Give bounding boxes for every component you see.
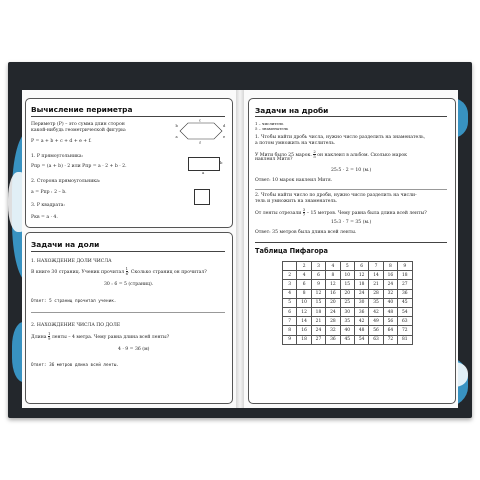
table-cell: 54 bbox=[354, 335, 368, 344]
table-cell: 18 bbox=[354, 280, 368, 289]
table-cell: 32 bbox=[326, 326, 340, 335]
table-cell: 36 bbox=[326, 335, 340, 344]
fraction: $\frac{1}{9}$ bbox=[47, 331, 51, 341]
parts-task2-title: 2. НАХОЖДЕНИЕ ЧИСЛА ПО ДОЛЕ bbox=[31, 323, 121, 328]
table-cell: 25 bbox=[340, 298, 354, 307]
table-cell: 10 bbox=[340, 271, 354, 280]
perimeter-formula: P = a + b + c + d + e + f. bbox=[31, 139, 92, 144]
table-cell: 40 bbox=[383, 298, 397, 307]
perimeter-definition-line1: Периметр (Р) – это сумма длин сторон bbox=[31, 122, 125, 127]
table-cell: 21 bbox=[311, 317, 325, 326]
table-cell: 10 bbox=[297, 298, 311, 307]
left-page bbox=[22, 90, 236, 408]
rectangle-figure bbox=[188, 157, 223, 171]
numerator-label: 1 – числитель bbox=[255, 121, 284, 126]
table-header-cell: 5 bbox=[340, 262, 354, 271]
table-row bbox=[283, 289, 413, 298]
fractions-rule2-line2: тель и умножить на знаменатель. bbox=[255, 199, 338, 204]
divider bbox=[255, 189, 447, 190]
table-cell: 36 bbox=[398, 289, 412, 298]
table-cell: 21 bbox=[369, 280, 383, 289]
table-cell: 18 bbox=[398, 271, 412, 280]
table-header-cell: 3 bbox=[311, 262, 325, 271]
label-a: a bbox=[175, 135, 178, 139]
fractions-card bbox=[248, 98, 456, 404]
table-cell: 24 bbox=[354, 289, 368, 298]
table-cell: 8 bbox=[297, 289, 311, 298]
table-cell: 36 bbox=[354, 307, 368, 316]
divider bbox=[255, 116, 447, 117]
table-cell: 15 bbox=[340, 280, 354, 289]
table-cell: 18 bbox=[311, 307, 325, 316]
rectangle-perimeter-title: 1. Р прямоугольника: bbox=[31, 154, 84, 159]
table-cell: 15 bbox=[311, 298, 325, 307]
table-row bbox=[283, 271, 413, 280]
table-header-cell: 2 bbox=[283, 271, 297, 280]
fraction: $\frac{2}{5}$ bbox=[313, 149, 316, 159]
label-b: b bbox=[175, 124, 178, 128]
table-cell: 45 bbox=[340, 335, 354, 344]
table-header-cell: 8 bbox=[383, 262, 397, 271]
table-header-cell: 2 bbox=[297, 262, 311, 271]
table-header-cell: 9 bbox=[398, 262, 412, 271]
table-cell: 56 bbox=[369, 326, 383, 335]
table-cell: 24 bbox=[383, 280, 397, 289]
divider bbox=[31, 312, 225, 313]
table-cell: 20 bbox=[340, 289, 354, 298]
square-perimeter-title: 3. Р квадрата: bbox=[31, 203, 65, 208]
table-cell: 14 bbox=[297, 317, 311, 326]
table-cell: 4 bbox=[297, 271, 311, 280]
table-cell: 6 bbox=[297, 280, 311, 289]
parts-task2-calc: 4 · 9 = 36 (м) bbox=[118, 347, 150, 352]
parts-task1-calc: 30 : 6 = 5 (страниц). bbox=[104, 282, 154, 287]
rectangle-side-title: 2. Сторона прямоугольника: bbox=[31, 179, 101, 184]
table-row bbox=[283, 317, 413, 326]
table-cell: 40 bbox=[340, 326, 354, 335]
perimeter-title: Вычисление периметра bbox=[31, 105, 133, 114]
table-header-row bbox=[283, 262, 413, 271]
table-cell: 24 bbox=[311, 326, 325, 335]
denominator-label: 5 – знаменатель bbox=[255, 126, 289, 131]
table-cell: 63 bbox=[398, 317, 412, 326]
label-c: c bbox=[198, 118, 202, 123]
table-header-cell: 7 bbox=[369, 262, 383, 271]
divider bbox=[255, 242, 447, 243]
table-cell: 9 bbox=[311, 280, 325, 289]
table-cell: 20 bbox=[326, 298, 340, 307]
table-header-cell: 5 bbox=[283, 298, 297, 307]
fractions-title: Задачи на дроби bbox=[255, 106, 329, 115]
table-row bbox=[283, 307, 413, 316]
table-cell: 63 bbox=[369, 335, 383, 344]
parts-task1-text: В книге 30 страниц. Ученик прочитал $\frac{1}{6}$ . Сколько страниц он прочитал? bbox=[31, 266, 207, 276]
table-cell: 12 bbox=[297, 307, 311, 316]
table-cell: 35 bbox=[340, 317, 354, 326]
parts-title: Задачи на доли bbox=[31, 240, 100, 249]
table-header-cell: 6 bbox=[283, 307, 297, 316]
table-cell: 24 bbox=[326, 307, 340, 316]
table-cell: 30 bbox=[354, 298, 368, 307]
table-cell: 8 bbox=[326, 271, 340, 280]
fraction: $\frac{1}{6}$ bbox=[125, 266, 128, 276]
table-cell: 54 bbox=[398, 307, 412, 316]
rectangle-perimeter-formula: Рпр = (a + b) · 2 или Рпр = a · 2 + b · 2. bbox=[31, 164, 127, 169]
table-cell: 12 bbox=[354, 271, 368, 280]
table-header-cell: 9 bbox=[283, 335, 297, 344]
parts-task1-title: 1. НАХОЖДЕНИЕ ДОЛИ ЧИСЛА bbox=[31, 259, 112, 264]
table-cell: 32 bbox=[383, 289, 397, 298]
table-row bbox=[283, 335, 413, 344]
parts-task1-answer: Ответ: 5 страниц прочитал ученик. bbox=[31, 299, 117, 304]
hexagon-figure bbox=[174, 117, 228, 145]
table-cell: 28 bbox=[369, 289, 383, 298]
table-cell: 49 bbox=[369, 317, 383, 326]
right-page bbox=[244, 90, 458, 408]
table-cell: 18 bbox=[297, 335, 311, 344]
square-perimeter-formula: Ркв = a · 4. bbox=[31, 215, 58, 220]
fractions-task1-text: У Мити было 25 марок. $\frac{2}{5}$ он наклеил в альбом. Сколько марок bbox=[255, 149, 408, 159]
parts-task2-answer: Ответ: 36 метров длина всей ленты. bbox=[31, 363, 119, 368]
divider bbox=[31, 251, 225, 252]
table-cell: 48 bbox=[383, 307, 397, 316]
label-d: d bbox=[223, 124, 226, 128]
table-cell: 12 bbox=[311, 289, 325, 298]
rectangle-side-a-label: a bbox=[202, 170, 205, 175]
table-cell: 16 bbox=[297, 326, 311, 335]
fractions-task2-answer: Ответ: 35 метров была длина всей ленты. bbox=[255, 230, 357, 235]
table-cell: 42 bbox=[354, 317, 368, 326]
fractions-rule1-line2: а потом умножить на числитель. bbox=[255, 141, 336, 146]
table-row bbox=[283, 326, 413, 335]
table-cell: 48 bbox=[354, 326, 368, 335]
pythagoras-table bbox=[282, 261, 413, 345]
perimeter-card bbox=[25, 98, 233, 228]
table-header-cell: 6 bbox=[354, 262, 368, 271]
table-row bbox=[283, 298, 413, 307]
fraction: $\frac{3}{7}$ bbox=[302, 207, 306, 217]
table-cell: 16 bbox=[383, 271, 397, 280]
square-figure bbox=[194, 189, 210, 205]
table-header-cell: 4 bbox=[326, 262, 340, 271]
parts-card bbox=[25, 232, 233, 404]
notebook-spine bbox=[236, 90, 244, 408]
table-header-cell: 8 bbox=[283, 326, 297, 335]
table-cell: 27 bbox=[311, 335, 325, 344]
perimeter-definition-line2: какой-нибудь геометрической фигуры: bbox=[31, 128, 127, 133]
table-header-cell bbox=[283, 262, 297, 271]
table-cell: 30 bbox=[340, 307, 354, 316]
table-cell: 64 bbox=[383, 326, 397, 335]
table-cell: 27 bbox=[398, 280, 412, 289]
table-header-cell: 3 bbox=[283, 280, 297, 289]
fractions-task2-calc: 15:3 · 7 = 35 (м.) bbox=[331, 220, 372, 225]
table-cell: 72 bbox=[383, 335, 397, 344]
parts-task2-text: Длина $\frac{1}{9}$ ленты – 4 метра. Чему равна длина всей ленты? bbox=[31, 331, 170, 341]
fractions-task1-answer: Ответ: 10 марок наклеил Митя. bbox=[255, 178, 333, 183]
table-cell: 56 bbox=[383, 317, 397, 326]
table-cell: 16 bbox=[326, 289, 340, 298]
label-f: f bbox=[199, 141, 201, 145]
table-header-cell: 7 bbox=[283, 317, 297, 326]
label-e: e bbox=[223, 135, 226, 139]
table-cell: 35 bbox=[369, 298, 383, 307]
table-cell: 45 bbox=[398, 298, 412, 307]
fractions-rule2-line1: 2. Чтобы найти число по дроби, нужно число разделить на числи- bbox=[255, 193, 417, 198]
rectangle-side-formula: a = Рпр : 2 – b. bbox=[31, 190, 67, 195]
rectangle-side-b-label: b bbox=[220, 160, 223, 165]
fractions-rule1-line1: 1. Чтобы найти дробь числа, нужно число разделить на знаменатель, bbox=[255, 135, 426, 140]
pythagoras-title: Таблица Пифагора bbox=[255, 247, 328, 255]
table-row bbox=[283, 280, 413, 289]
table-cell: 42 bbox=[369, 307, 383, 316]
table-cell: 6 bbox=[311, 271, 325, 280]
fractions-task1-calc: 25:5 · 2 = 10 (м.) bbox=[331, 168, 372, 173]
fractions-task2-text: От ленты отрезали $\frac{3}{7}$ – 15 метров. Чему равна была длина всей ленты? bbox=[255, 207, 427, 217]
table-cell: 72 bbox=[398, 326, 412, 335]
table-cell: 12 bbox=[326, 280, 340, 289]
table-cell: 81 bbox=[398, 335, 412, 344]
table-cell: 28 bbox=[326, 317, 340, 326]
table-header-cell: 4 bbox=[283, 289, 297, 298]
fractions-task1-question: наклеил Митя? bbox=[255, 157, 293, 162]
table-cell: 14 bbox=[369, 271, 383, 280]
